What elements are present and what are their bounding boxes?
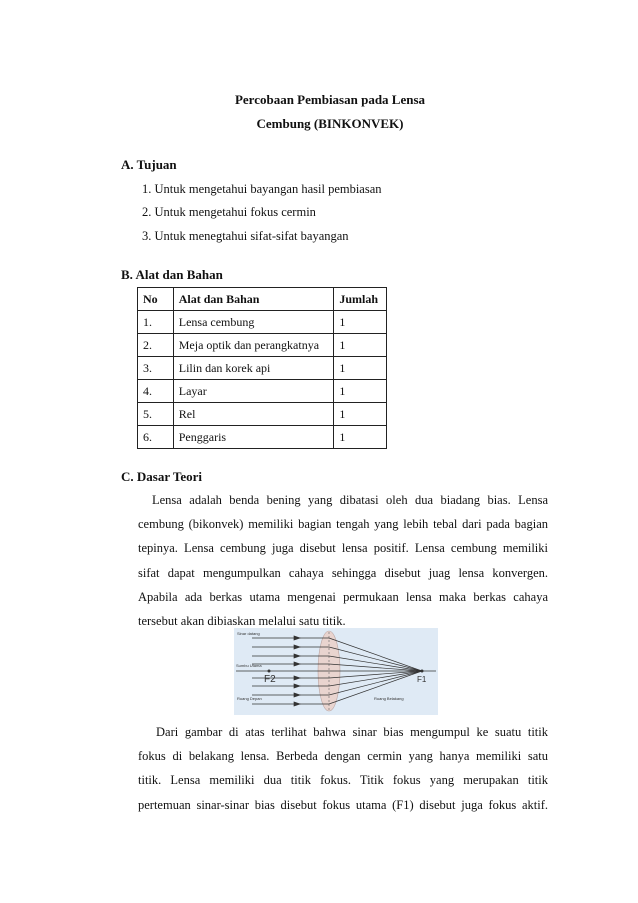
table-cell-item: Layar	[173, 380, 334, 403]
table-cell-qty: 1	[334, 426, 387, 449]
table-cell-no: 1.	[138, 311, 174, 334]
table-row	[138, 311, 387, 334]
convex-lens-diagram	[234, 628, 438, 715]
table-header-item: Alat dan Bahan	[173, 288, 334, 311]
table-cell-no: 4.	[138, 380, 174, 403]
label-sinar-datang: Sinar datang	[237, 631, 260, 636]
focal-point-f1	[421, 670, 424, 673]
table-cell-qty: 1	[334, 334, 387, 357]
paragraph-line: titik. Lensa memiliki dua titik fokus. Titik fokus yang merupakan titik	[138, 773, 548, 788]
paragraph-line: tersebut akan dibiaskan melalui satu titik.	[138, 614, 346, 629]
table-cell-item: Rel	[173, 403, 334, 426]
paragraph-line: Apabila ada berkas utama mengenai permukaan lensa maka berkas cahaya	[138, 589, 548, 604]
table-cell-no: 5.	[138, 403, 174, 426]
section-b-heading: B. Alat dan Bahan	[121, 267, 223, 282]
paragraph-line: Dari gambar di atas terlihat bahwa sinar bias mengumpul ke suatu titik	[156, 725, 548, 739]
focal-point-f2	[268, 670, 271, 673]
table-cell-item: Penggaris	[173, 426, 334, 449]
paragraph-line: cembung (bikonvek) memiliki bagian tengah yang lebih tebal dari pada bagian	[138, 517, 548, 532]
table-header-row	[138, 288, 387, 311]
table-row	[138, 426, 387, 449]
paragraph-line: Lensa adalah benda bening yang dibatasi oleh dua biadang bias. Lensa	[152, 493, 548, 507]
page-title-line2: Cembung (BINKONVEK)	[256, 116, 404, 131]
section-c-heading: C. Dasar Teori	[121, 469, 203, 484]
table-cell-no: 2.	[138, 334, 174, 357]
paragraph-line: fokus di belakang lensa. Berbeda dengan cermin yang hanya memiliki satu	[138, 749, 548, 764]
paragraph-line: pertemuan sinar-sinar bias disebut fokus utama (F1) disebut juga fokus aktif.	[138, 797, 548, 812]
materials-table	[137, 287, 387, 449]
paragraph-line: sifat dapat mengumpulkan cahaya sehingga disebut juag lensa konvergen.	[138, 565, 548, 580]
table-cell-item: Lensa cembung	[173, 311, 334, 334]
label-ruang-depan: Ruang Depan	[237, 696, 262, 701]
theory-paragraph-1	[138, 488, 548, 633]
objective-item-1: 1. Untuk mengetahui bayangan hasil pembiasan	[142, 182, 382, 196]
table-row	[138, 380, 387, 403]
table-cell-qty: 1	[334, 380, 387, 403]
paragraph-line: tepinya. Lensa cembung juga disebut lensa positif. Lensa cembung memiliki	[138, 541, 548, 556]
table-cell-qty: 1	[334, 357, 387, 380]
table-cell-no: 6.	[138, 426, 174, 449]
table-row	[138, 357, 387, 380]
table-cell-item: Lilin dan korek api	[173, 357, 334, 380]
label-f1: F1	[417, 675, 427, 684]
label-ruang-belakang: Ruang Belakang	[374, 696, 404, 701]
section-a-heading: A. Tujuan	[121, 157, 177, 172]
table-cell-no: 3.	[138, 357, 174, 380]
theory-paragraph-2	[138, 720, 548, 817]
table-cell-qty: 1	[334, 403, 387, 426]
objective-item-2: 2. Untuk mengetahui fokus cermin	[142, 205, 316, 219]
label-sumbu-utama: Sumbu Utama	[236, 663, 262, 668]
table-header-no: No	[138, 288, 174, 311]
table-row	[138, 334, 387, 357]
table-row	[138, 403, 387, 426]
objective-item-3: 3. Untuk menegtahui sifat-sifat bayangan	[142, 229, 349, 243]
table-cell-qty: 1	[334, 311, 387, 334]
table-header-qty: Jumlah	[334, 288, 387, 311]
page-title-line1: Percobaan Pembiasan pada Lensa	[234, 92, 426, 107]
table-cell-item: Meja optik dan perangkatnya	[173, 334, 334, 357]
label-f2: F2	[264, 674, 276, 685]
